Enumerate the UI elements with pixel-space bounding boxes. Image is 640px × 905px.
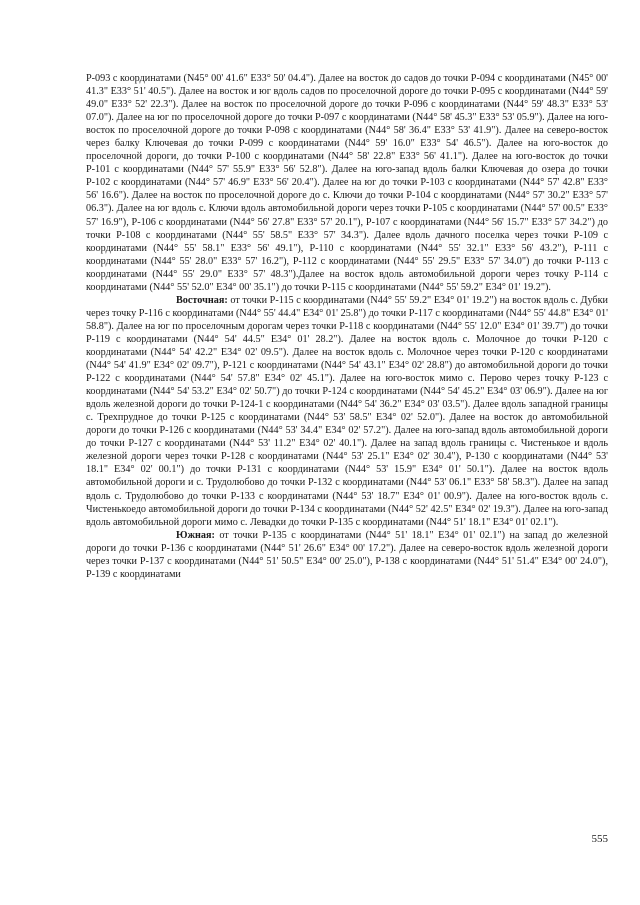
document-page — [86, 72, 608, 581]
paragraph-2-text: от точки Р-115 с координатами (N44° 55' 59.2" E34° 01' 19.2") на восток вдоль с. Дубки через точку Р-116 с координатами (N44° 55' 44.4" E34° 01' 25.8") до точки Р-117 с координатами (N44° 55' 44.8" E34° 01' 58.8"). Далее на юг по проселочным дорогам через точки Р-118 с координатами (N44° 55' 12.0" E34° 01' 39.7") до точки Р-119 с координатами (N44° 54' 44.5" E34° 01' 28.2"). Далее на восток вдоль с. Молочное до точки Р-120 с координатами (N44° 54' 42.2" E34° 02' 09.5"). Далее на восток вдоль с. Молочное через точки Р-120 с координатами (N44° 54' 41.9" E34° 02' 09.7"), Р-121 с координатами (N44° 54' 43.1" E34° 02' 28.8") до автомобильной дороги до точки Р-122 с координатами (N44° 54' 57.8" E34° 02' 45.1"). Далее на юго-восток мимо с. Перово через точку Р-123 с координатами (N44° 54' 53.2" E34° 02' 50.7") до точки Р-124 с координатами (N44° 54' 45.2" E34° 03' 06.9"). Далее на юг вдоль железной дороги до точки Р-124-1 с координатами (N44° 54' 36.2" E34° 03' 03.5"). Далее вдоль западной границы с. Трехпрудное до точки Р-125 с координатами (N44° 53' 58.5" E34° 02' 52.0"). Далее на восток до автомобильной дороги до точки Р-126 с координатами (N44° 53' 34.4" E34° 02' 57.2"). Далее на юго-запад вдоль автомобильной дороги до точки Р-127 с координатами (N44° 53' 11.2" E34° 02' 40.1"). Далее на запад вдоль границы с. Чистенькое и вдоль железной дороги через точки Р-128 с координатами (N44° 53' 25.1" E34° 02' 30.4"), Р-130 с координатами (N44° 53' 18.1" E34° 02' 00.1") до точки Р-131 с координатами (N44° 53' 15.9" E34° 01' 50.1"). Далее на восток вдоль автомобильной дороги и с. Трудолюбово до точки Р-132 с координатами (N44° 53' 06.1" E33° 58' 58.3"). Далее на запад вдоль с. Трудолюбово до точки Р-133 с координатами (N44° 53' 18.7" E34° 01' 00.9"). Далее на юго-восток вдоль с. Чистенькоедо автомобильной дороги до точки Р-134 с координатами (N44° 52' 42.5" E34° 02' 19.3"). Далее на юго-запад вдоль автомобильной дороги мимо с. Левадки до точки Р-135 с координатами (N44° 51' 18.1" E34° 01' 02.1"). — [86, 294, 608, 528]
paragraph-southern — [86, 529, 608, 581]
paragraph-eastern — [86, 294, 608, 529]
page-number: 555 — [591, 833, 608, 845]
paragraph-western-continuation — [86, 72, 608, 294]
paragraph-3-text: от точки Р-135 с координатами (N44° 51' 18.1" E34° 01' 02.1") на запад до железной дороги до точки Р-136 с координатами (N44° 51' 26.6" E34° 00' 17.2"). Далее на северо-восток вдоль железной дороги через точки Р-137 с координатами (N44° 51' 50.5" E34° 00' 25.0"), Р-138 с координатами (N44° 51' 51.4" E34° 00' 24.0"), Р-139 с координатами — [86, 529, 608, 580]
paragraph-1-text: Р-093 с координатами (N45° 00' 41.6" E33° 50' 04.4"). Далее на восток до садов до точки Р-094 с координатами (N45° 00' 41.3" E33° 51' 40.5"). Далее на восток и юг вдоль садов по проселочной дороге до точки Р-095 с координатами (N44° 59' 49.0" E33° 52' 22.3"). Далее на восток по проселочной дороге до точки Р-096 с координатами (N44° 59' 48.3" E33° 53' 07.0"). Далее на юг по проселочной дороге до точки Р-097 с координатами (N44° 58' 45.3" E33° 53' 05.9"). Далее на юго-восток по проселочной дороге до точки Р-098 с координатами (N44° 58' 36.4" E33° 53' 41.9"). Далее на северо-восток через балку Ключевая до точки Р-099 с координатами (N44° 59' 16.0" E33° 54' 46.5"). Далее на юго-восток до проселочной дороги, до точки Р-100 с координатами (N44° 58' 22.8" E33° 56' 41.1"). Далее на юго-восток до точки Р-101 с координатами (N44° 57' 55.9" E33° 56' 52.8"). Далее на юго-запад вдоль балки Ключевая до озера до точки Р-102 с координатами (N44° 57' 46.9" E33° 56' 20.4"). Далее на юг до точки Р-103 с координатами (N44° 57' 42.8" E33° 56' 16.6"). Далее на восток по проселочной дороге до с. Ключи до точки Р-104 с координатами (N44° 57' 30.2" E33° 57' 06.3"). Далее на юг вдоль с. Ключи вдоль автомобильной дороги через точки Р-105 с координатами (N44° 57' 00.5" E33° 57' 16.9"), Р-106 с координатами (N44° 56' 27.8" E33° 57' 20.1"), Р-107 с координатами (N44° 56' 15.7" E33° 57' 34.2") до точки Р-108 с координатами (N44° 55' 58.5" E33° 57' 34.3"). Далее вдоль дачного поселка через точки Р-109 с координатами (N44° 55' 58.1" E33° 56' 49.1"), Р-110 с координатами (N44° 55' 32.1" E33° 56' 43.2"), Р-111 с координатами (N44° 55' 28.0" E33° 57' 16.2"), Р-112 с координатами (N44° 55' 29.5" E33° 57' 34.0") до точки Р-113 с координатами (N44° 55' 29.0" E33° 57' 48.3").Далее на восток вдоль автомобильной дороги через точку Р-114 с координатами (N44° 55' 52.0" E34° 00' 35.1") до точки Р-115 с координатами (N44° 55' 59.2" E34° 01' 19.2"). — [86, 73, 608, 293]
section-heading-eastern: Восточная: — [176, 294, 228, 306]
section-heading-southern: Южная: — [176, 529, 215, 541]
